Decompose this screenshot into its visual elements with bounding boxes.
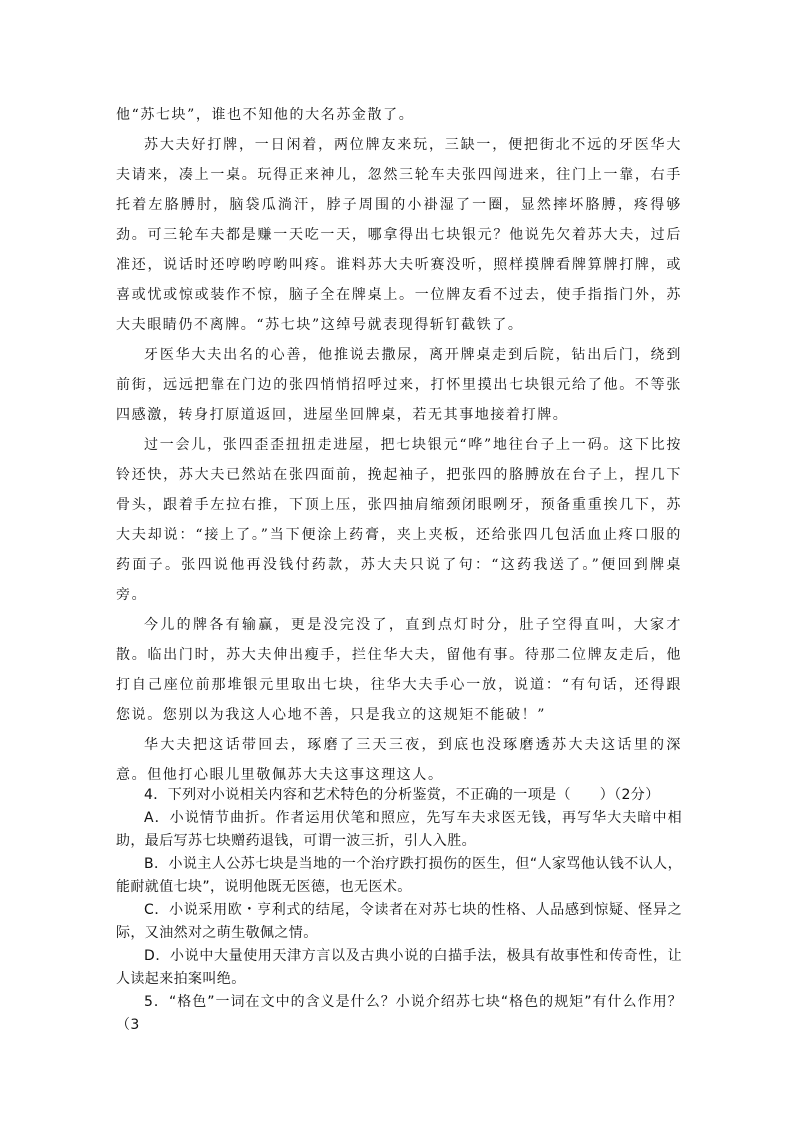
story-paragraph-5: 今儿的牌各有输赢，更是没完没了，直到点灯时分，肚子空得直叫，大家才散。临出门时，苏大夫伸出瘦手，拦住华大夫，留他有事。待那二位牌友走后，他打自己座位前那堆银元里取出七块，往华大夫手心一放，说道：“有句话，还得跟您说。您别以为我这人心地不善，只是我立的这规矩不能破！” bbox=[116, 617, 682, 723]
story-paragraph-1: 他“苏七块”，谁也不知他的大名苏金散了。 bbox=[116, 107, 415, 123]
story-paragraph-3: 牙医华大夫出名的心善，他推说去撒尿，离开牌桌走到后院，钻出后门，绕到前街，远远把靠在门边的张四悄悄招呼过来，打怀里摸出七块银元给了他。不等张四感激，转身打原道返回，进屋坐回牌桌，若无其事地接着打牌。 bbox=[116, 347, 682, 423]
question-section bbox=[116, 784, 682, 1037]
question-4-option-d: D．小说中大量使用天津方言以及古典小说的白描手法，极具有故事性和传奇性，让人读起来拍案叫绝。 bbox=[116, 948, 682, 987]
story-paragraph-2: 苏大夫好打牌，一日闲着，两位牌友来玩，三缺一，便把街北不远的牙医华大夫请来，凑上一桌。玩得正来神儿，忽然三轮车夫张四闯进来，往门上一靠，右手托着左胳膊肘，脑袋瓜淌汗，脖子周围的小褂湿了一圈，显然摔坏胳膊，疼得够劲。可三轮车夫都是赚一天吃一天，哪拿得出七块银元？他说先欠着苏大夫，过后准还，说话时还哼哟哼哟叫疼。谁料苏大夫听赛没听，照样摸牌看牌算牌打牌，或喜或忧或惊或装作不惊，脑子全在牌桌上。一位牌友看不过去，使手指指门外，苏大夫眼睛仍不离牌。“苏七块”这绰号就表现得斩钉截铁了。 bbox=[116, 137, 682, 333]
story-paragraph-4: 过一会儿，张四歪歪扭扭走进屋，把七块银元“哗”地往台子上一码。这下比按铃还快，苏大夫已然站在张四面前，挽起袖子，把张四的胳膊放在台子上，捏几下骨头，跟着手左拉右推，下顶上压，张四抽肩缩颈闭眼咧牙，预备重重挨几下，苏大夫却说：“接上了。”当下便涂上药膏，夹上夹板，还给张四几包活血止疼口服的药面子。张四说他再没钱付药款，苏大夫只说了句：“这药我送了。”便回到牌桌旁。 bbox=[116, 437, 682, 603]
story-text bbox=[116, 100, 682, 790]
question-4-option-c: C．小说采用欧・亨利式的结尾，令读者在对苏七块的性格、人品感到惊疑、怪异之际，又油然对之萌生敬佩之情。 bbox=[116, 902, 682, 941]
question-5-stem: 5．“格色”一词在文中的含义是什么？小说介绍苏七块“格色的规矩”有什么作用？（3 bbox=[116, 994, 682, 1033]
question-4-option-b: B．小说主人公苏七块是当地的一个治疗跌打损伤的医生，但“人家骂他认钱不认人，能耐就值七块”，说明他既无医德，也无医术。 bbox=[116, 856, 682, 895]
question-4-stem: 4．下列对小说相关内容和艺术特色的分析鉴赏，不正确的一项是（ ）（2分） bbox=[144, 787, 660, 803]
question-4-option-a: A．小说情节曲折。作者运用伏笔和照应，先写车夫求医无钱，再写华大夫暗中相助，最后写苏七块赠药退钱，可谓一波三折，引人入胜。 bbox=[116, 810, 682, 849]
story-paragraph-6: 华大夫把这话带回去，琢磨了三天三夜，到底也没琢磨透苏大夫这话里的深意。但他打心眼儿里敬佩苏大夫这事这理这人。 bbox=[116, 737, 682, 783]
